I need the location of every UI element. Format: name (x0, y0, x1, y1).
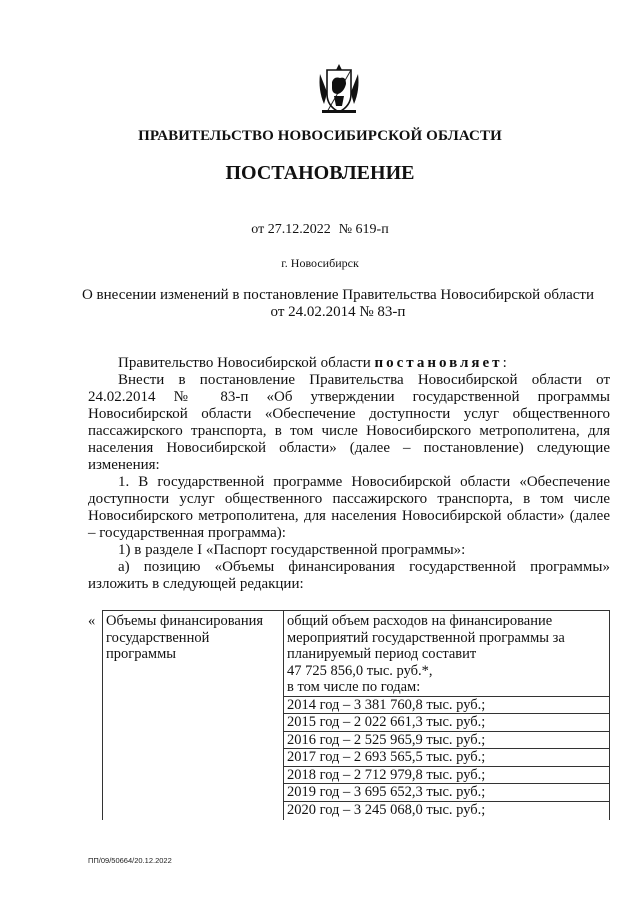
year-row-2015: 2015 год – 2 022 661,3 тыс. руб.; (284, 713, 609, 731)
paragraph-2: 1. В государственной программе Новосибирской области «Обеспечение доступности услуг общественного пассажирского транспорта, в том числе Новосибирского метрополитена, для населения Новосибирской области» (далее – государственная программа): (88, 474, 610, 541)
financing-table (88, 610, 610, 820)
title-line-1: О внесении изменений в постановление Правительства Новосибирской области (81, 287, 595, 303)
intro-subject: Правительство Новосибирской области (118, 355, 371, 371)
year-row-2017: 2017 год – 2 693 565,5 тыс. руб.; (284, 748, 609, 766)
title-line-2: от 24.02.2014 № 83-п (270, 304, 406, 320)
intro-colon: : (502, 355, 507, 371)
financing-label-cell: Объемы финансирования государственной программы (103, 611, 284, 821)
intro-paragraph (88, 355, 610, 372)
paragraph-4: а) позицию «Объемы финансирования государственной программы» изложить в следующей редакции: (88, 559, 610, 592)
government-name: ПРАВИТЕЛЬСТВО НОВОСИБИРСКОЙ ОБЛАСТИ (138, 128, 502, 144)
financing-total: 47 725 856,0 тыс. руб.*, (287, 662, 433, 679)
document-number: № 619-п (338, 222, 389, 237)
document-date: от 27.12.2022 (251, 222, 331, 237)
year-row-2016: 2016 год – 2 525 965,9 тыс. руб.; (284, 731, 609, 749)
year-row-2014: 2014 год – 3 381 760,8 тыс. руб.; (284, 696, 609, 714)
financing-value-cell (284, 611, 610, 821)
year-row-2019: 2019 год – 3 695 652,3 тыс. руб.; (284, 783, 609, 801)
date-number-line (0, 222, 640, 238)
table-row (88, 611, 610, 821)
paragraph-1: Внести в постановление Правительства Новосибирской области от 24.02.2014 № 83-п «Об утверждении государственной программы Новосибирской области «Обеспечение доступности услуг общественного пассажирского транспорта, в том числе Новосибирского метрополитена, для населения Новосибирской области» (далее – постановление) следующие изменения: (88, 372, 610, 473)
paragraph-3: 1) в разделе I «Паспорт государственной программы»: (118, 542, 466, 558)
year-row-2020: 2020 год – 3 245 068,0 тыс. руб.; (284, 801, 609, 819)
document-body (88, 355, 610, 593)
year-row-2018: 2018 год – 2 712 979,8 тыс. руб.; (284, 766, 609, 784)
city: г. Новосибирск (281, 256, 359, 270)
coat-of-arms-icon (316, 60, 362, 116)
intro-verb: постановляет (374, 355, 503, 371)
document-title (60, 287, 616, 321)
financing-intro: общий объем расходов на финансирование мероприятий государственной программы за планируемый период составит (287, 613, 565, 662)
document-type: ПОСТАНОВЛЕНИЕ (225, 162, 415, 184)
financing-by-years: в том числе по годам: (287, 679, 421, 695)
footer-code: ПП/09/50664/20.12.2022 (88, 856, 172, 865)
open-quote: « (88, 612, 96, 629)
